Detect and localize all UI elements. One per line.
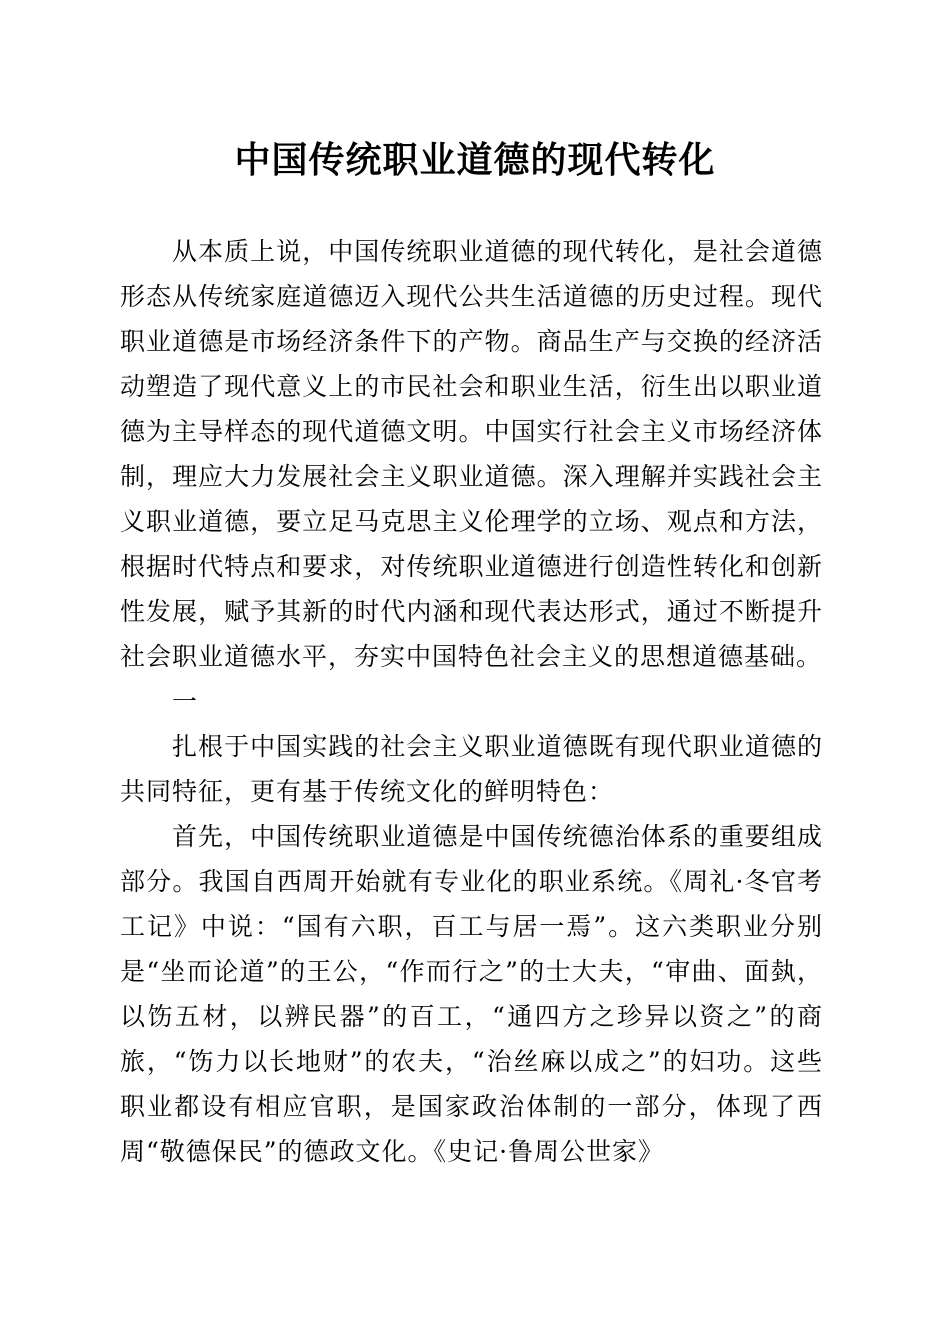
paragraph-intro: 从本质上说，中国传统职业道德的现代转化，是社会道德形态从传统家庭道德迈入现代公共生活道德的历史过程。现代职业道德是市场经济条件下的产物。商品生产与交换的经济活动塑造了现代意义上的市民社会和职业生活，衍生出以职业道德为主导样态的现代道德文明。中国实行社会主义市场经济体制，理应大力发展社会主义职业道德。深入理解并实践社会主义职业道德，要立足马克思主义伦理学的立场、观点和方法，根据时代特点和要求，对传统职业道德进行创造性转化和创新性发展，赋予其新的时代内涵和现代表达形式，通过不断提升社会职业道德水平，夯实中国特色社会主义的思想道德基础。: [120, 237, 823, 671]
document-body: [120, 229, 823, 1174]
document-title: 中国传统职业道德的现代转化: [234, 139, 716, 181]
section-number: 一: [172, 687, 199, 716]
paragraph-features: 扎根于中国实践的社会主义职业道德既有现代职业道德的共同特征，更有基于传统文化的鲜明特色：: [120, 732, 823, 806]
paragraph-first-point: 首先，中国传统职业道德是中国传统德治体系的重要组成部分。我国自西周开始就有专业化的职业系统。《周礼·冬官考工记》中说：“国有六职，百工与居一焉”。这六类职业分别是“坐而论道”的王公，“作而行之”的士大夫，“审曲、面埶，以饬五材，以辨民器”的百工，“通四方之珍异以资之”的商旅，“饬力以长地财”的农夫，“治丝麻以成之”的妇功。这些职业都设有相应官职，是国家政治体制的一部分，体现了西周“敬德保民”的德政文化。《史记·鲁周公世家》: [120, 822, 823, 1166]
